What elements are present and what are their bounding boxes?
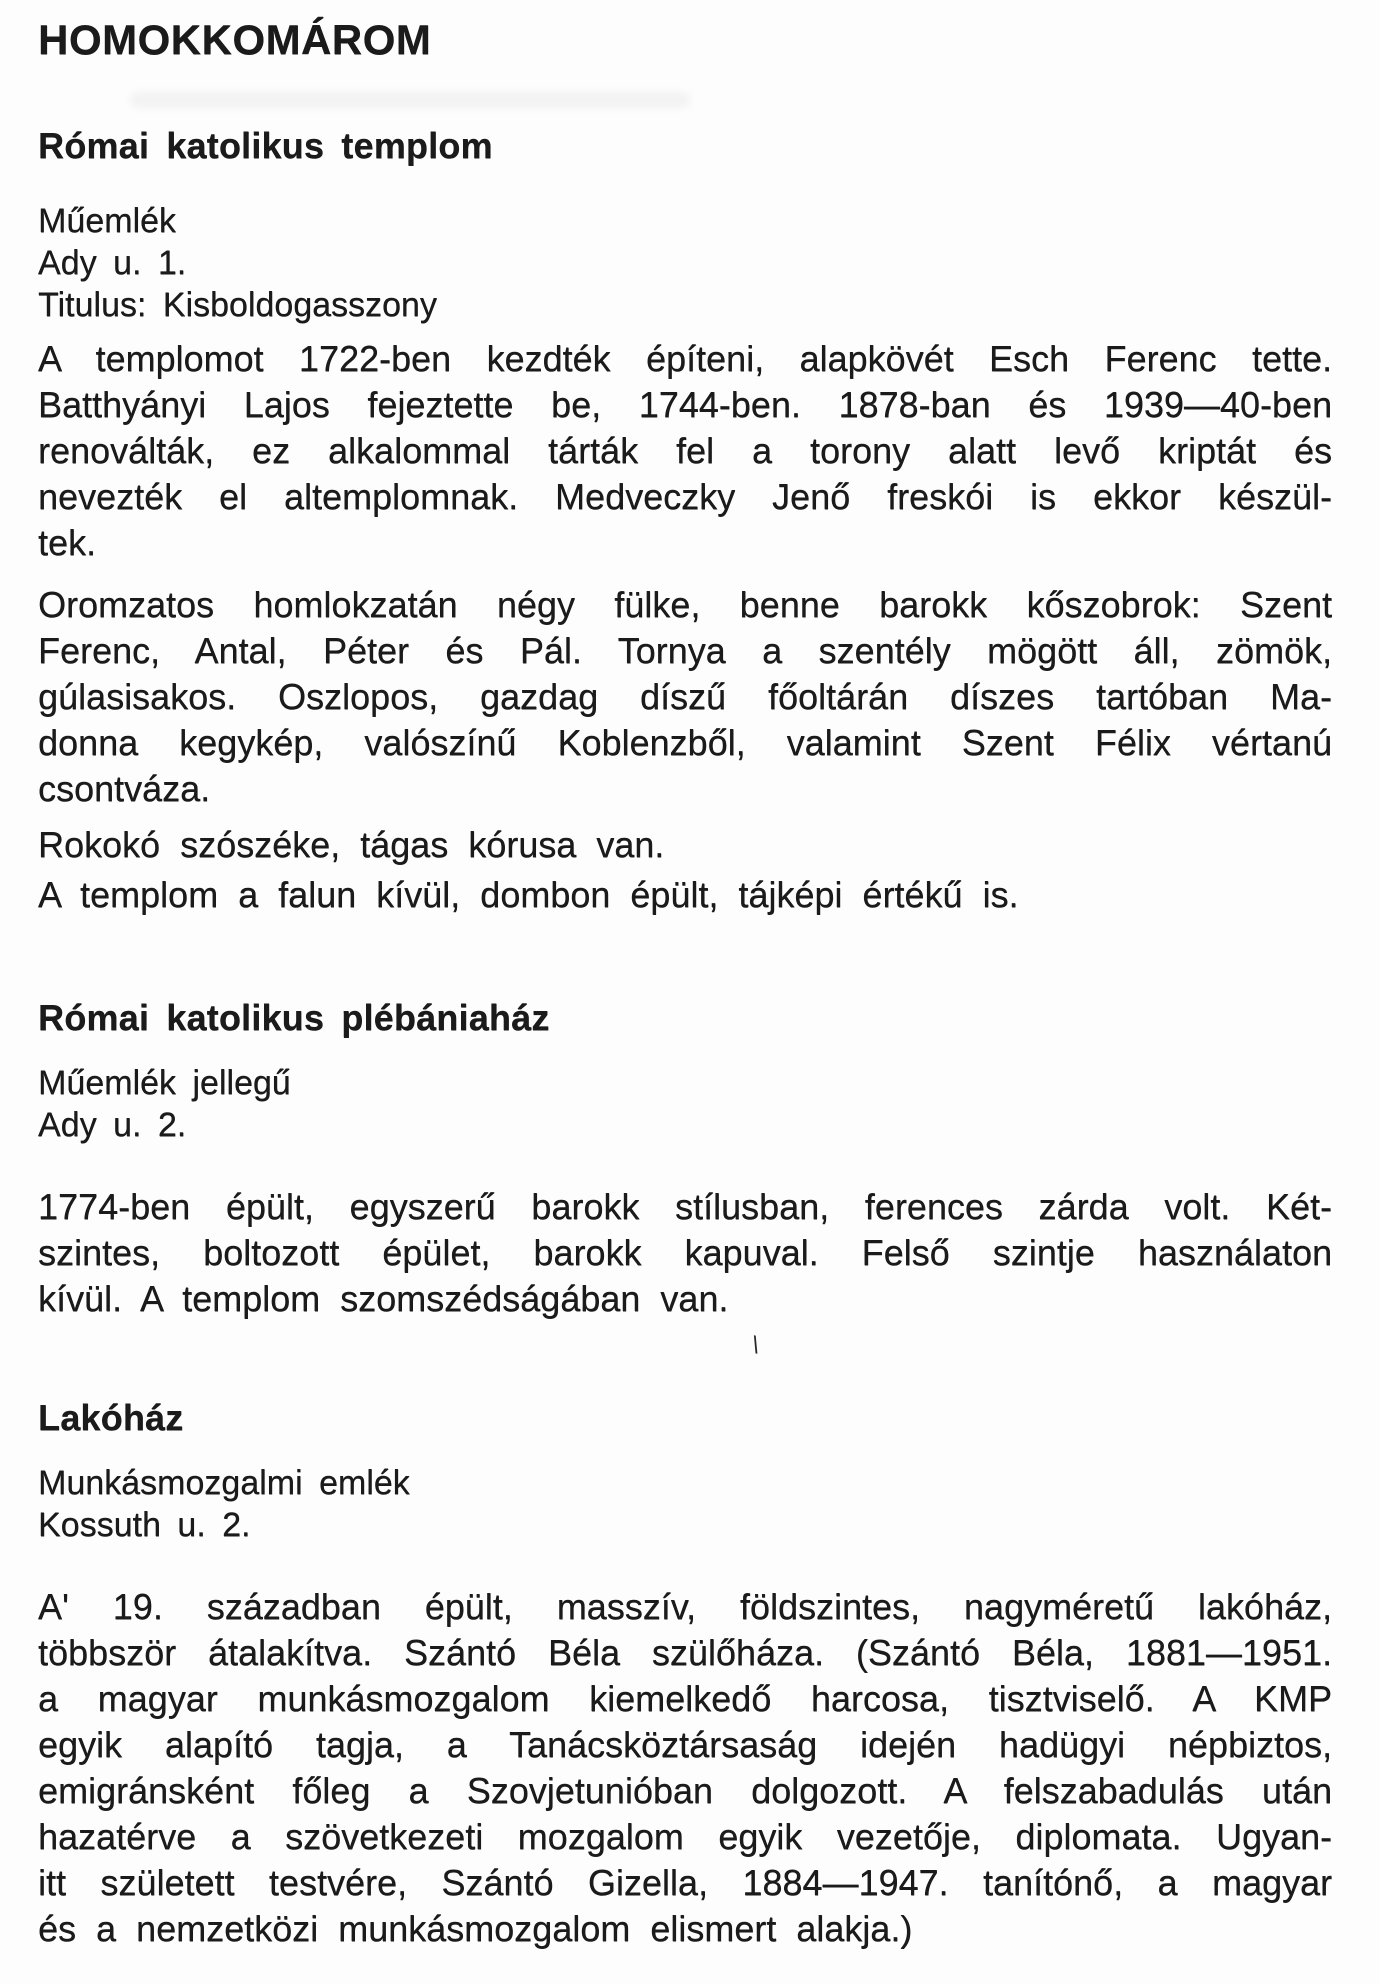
paragraph: [38, 822, 1332, 868]
monument-meta-block: [38, 200, 1332, 326]
text-line: itt született testvére, Szántó Gizella, 1884—1947. tanítónő, a magyar: [38, 1862, 1332, 1903]
text-line: a magyar munkásmozgalom kiemelkedő harcosa, tisztviselő. A KMP: [38, 1678, 1332, 1719]
page-title: HOMOKKOMÁROM: [38, 16, 432, 63]
text-line: nevezték el altemplomnak. Medveczky Jenő freskói is ekkor készül-: [38, 476, 1332, 517]
text-line: Ferenc, Antal, Péter és Pál. Tornya a szentély mögött áll, zömök,: [38, 630, 1332, 671]
text-line: Rokokó szószéke, tágas kórusa van.: [38, 824, 665, 865]
text-line: emigránsként főleg a Szovjetunióban dolgozott. A felszabadulás után: [38, 1770, 1332, 1811]
meta-line-address: Ady u. 2.: [38, 1106, 187, 1144]
text-line: többször átalakítva. Szántó Béla szülőháza. (Szántó Béla, 1881—1951.: [38, 1632, 1332, 1673]
text-line: A templomot 1722-ben kezdték építeni, alapkövét Esch Ferenc tette.: [38, 338, 1332, 379]
stray-ink-mark: \: [749, 1331, 762, 1360]
text-line: és a nemzetközi munkásmozgalom elismert alakja.): [38, 1908, 913, 1949]
meta-line-titulus: Titulus: Kisboldogasszony: [38, 286, 437, 324]
text-line: renoválták, ez alkalommal tárták fel a torony alatt levő kriptát és: [38, 430, 1332, 471]
text-line: 1774-ben épült, egyszerű barokk stílusban, ferences zárda volt. Két-: [38, 1186, 1332, 1227]
section-heading-lakohaz: Lakóház: [38, 1397, 184, 1438]
monument-meta-block: [38, 1062, 1332, 1146]
text-line: csontváza.: [38, 768, 211, 809]
meta-line-status: Műemlék: [38, 202, 176, 240]
paragraph: [38, 1184, 1332, 1322]
paragraph: [38, 1584, 1332, 1952]
monument-meta-block: [38, 1462, 1332, 1546]
text-line: hazatérve a szövetkezeti mozgalom egyik vezetője, diplomata. Ugyan-: [38, 1816, 1332, 1857]
text-line: A' 19. században épült, masszív, földszintes, nagyméretű lakóház,: [38, 1586, 1332, 1627]
paragraph: [38, 336, 1332, 566]
text-line: Oromzatos homlokzatán négy fülke, benne barokk kőszobrok: Szent: [38, 584, 1332, 625]
meta-line-status: Műemlék jellegű: [38, 1064, 291, 1102]
meta-line-status: Munkásmozgalmi emlék: [38, 1464, 410, 1502]
text-line: kívül. A templom szomszédságában van.: [38, 1278, 729, 1319]
text-line: tek.: [38, 522, 97, 563]
text-line: szintes, boltozott épület, barokk kapuval. Felső szintje használaton: [38, 1232, 1332, 1273]
text-line: egyik alapító tagja, a Tanácsköztársaság idején hadügyi népbiztos,: [38, 1724, 1332, 1765]
section-heading-templom: Római katolikus templom: [38, 125, 493, 166]
section-heading-plebaniahaz: Római katolikus plébániaház: [38, 997, 550, 1038]
text-line: gúlasisakos. Oszlopos, gazdag díszű főoltárán díszes tartóban Ma-: [38, 676, 1332, 717]
paragraph: [38, 582, 1332, 812]
paragraph: [38, 872, 1332, 918]
text-line: A templom a falun kívül, dombon épült, tájképi értékű is.: [38, 874, 1019, 915]
text-line: Batthyányi Lajos fejeztette be, 1744-ben. 1878-ban és 1939—40-ben: [38, 384, 1332, 425]
meta-line-address: Kossuth u. 2.: [38, 1506, 251, 1544]
text-line: donna kegykép, valószínű Koblenzből, valamint Szent Félix vértanú: [38, 722, 1332, 763]
scan-smudge: [130, 92, 690, 108]
meta-line-address: Ady u. 1.: [38, 244, 187, 282]
